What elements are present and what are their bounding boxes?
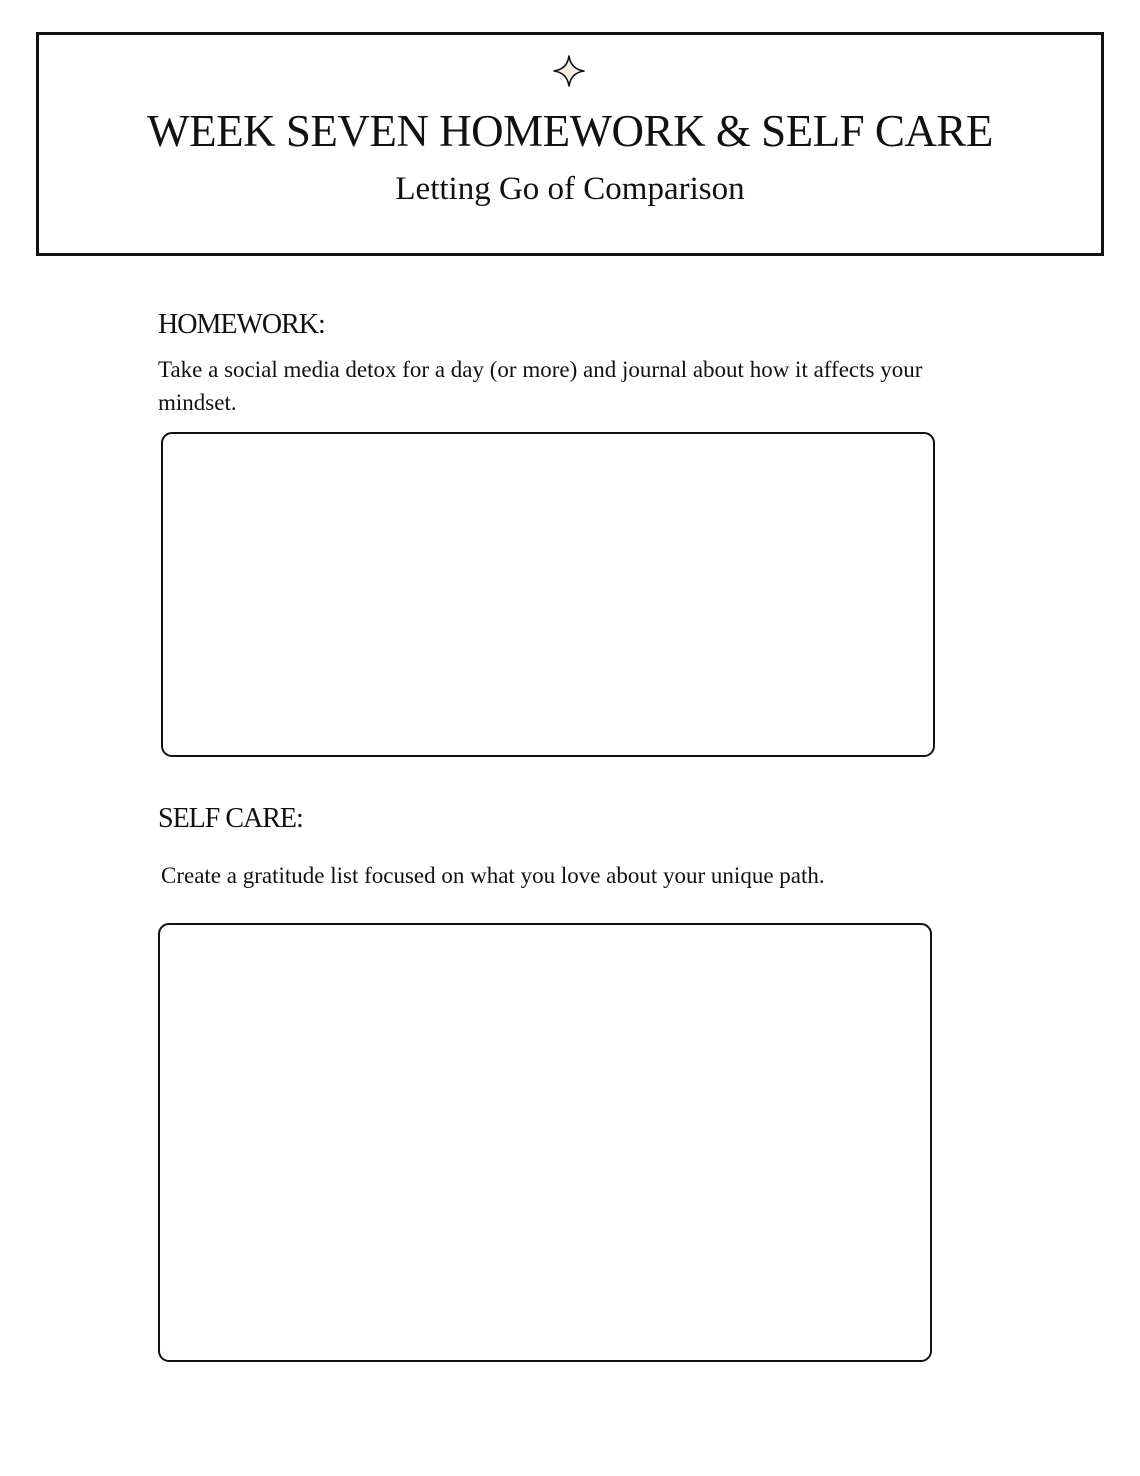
page-subtitle: Letting Go of Comparison xyxy=(395,171,745,207)
sparkle-icon xyxy=(552,54,586,88)
self-care-heading: SELF CARE: xyxy=(158,803,303,834)
page-title: WEEK SEVEN HOMEWORK & SELF CARE xyxy=(147,106,993,156)
homework-heading: HOMEWORK: xyxy=(158,309,325,340)
homework-answer-box[interactable] xyxy=(161,432,935,757)
self-care-prompt: Create a gratitude list focused on what you love about your unique path. xyxy=(161,863,825,888)
self-care-answer-box[interactable] xyxy=(158,923,932,1362)
homework-prompt: Take a social media detox for a day (or more) and journal about how it affects your mindset. xyxy=(158,357,923,415)
